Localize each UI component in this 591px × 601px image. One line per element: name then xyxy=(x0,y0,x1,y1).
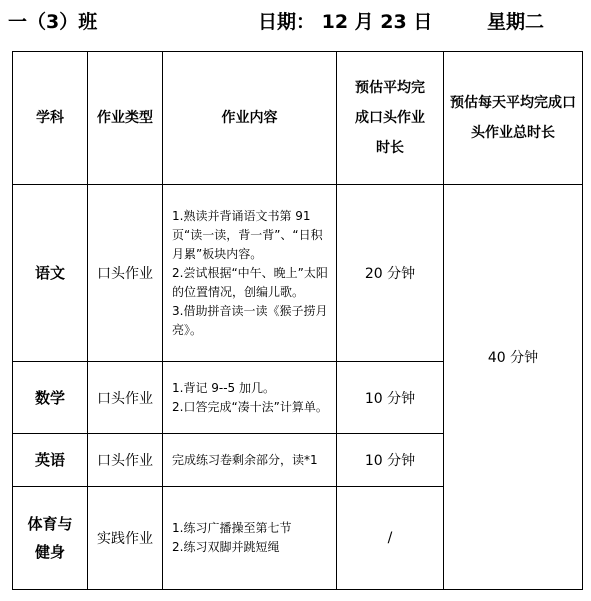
table-header-row xyxy=(13,52,583,185)
content-line: 2.尝试根据“中午、晚上”太阳的位置情况，创编儿歌。 xyxy=(172,265,328,299)
header-duration: 预估平均完成口头作业时长 xyxy=(337,52,444,185)
content-line: 1.练习广播操至第七节 xyxy=(172,521,292,535)
duration-cell: 20 分钟 xyxy=(337,185,444,362)
content-line: 3.借助拼音读一读《猴子捞月亮》。 xyxy=(172,303,328,337)
content-line: 1.熟读并背诵语文书第 91 页“读一读，背一背”、“日积月累”板块内容。 xyxy=(172,208,323,261)
duration-cell: 10 分钟 xyxy=(337,362,444,434)
content-cell xyxy=(163,487,337,590)
total-duration-cell: 40 分钟 xyxy=(444,185,583,590)
header-total-duration: 预估每天平均完成口头作业总时长 xyxy=(444,52,583,185)
subject-cell: 英语 xyxy=(13,434,88,487)
date-label: 日期： 12 月 23 日 xyxy=(258,11,433,33)
header-subject: 学科 xyxy=(13,52,88,185)
homework-table xyxy=(12,51,583,590)
subject-cell: 语文 xyxy=(13,185,88,362)
type-cell: 口头作业 xyxy=(88,434,163,487)
duration-cell: / xyxy=(337,487,444,590)
content-cell xyxy=(163,362,337,434)
type-cell: 口头作业 xyxy=(88,185,163,362)
subject-cell: 体育与健身 xyxy=(13,487,88,590)
header-content: 作业内容 xyxy=(163,52,337,185)
class-name: 一（3）班 xyxy=(8,11,98,33)
type-cell: 实践作业 xyxy=(88,487,163,590)
header-type: 作业类型 xyxy=(88,52,163,185)
content-line: 完成练习卷剩余部分，读*1 xyxy=(172,452,318,467)
subject-cell: 数学 xyxy=(13,362,88,434)
duration-cell: 10 分钟 xyxy=(337,434,444,487)
weekday-label: 星期二 xyxy=(487,11,545,33)
page-header xyxy=(0,0,591,44)
content-cell xyxy=(163,434,337,487)
type-cell: 口头作业 xyxy=(88,362,163,434)
content-line: 2.练习双脚并跳短绳 xyxy=(172,540,280,554)
content-line: 2.口答完成“凑十法”计算单。 xyxy=(172,399,328,414)
table-row xyxy=(13,185,583,362)
content-cell xyxy=(163,185,337,362)
content-line: 1.背记 9--5 加几。 xyxy=(172,380,276,395)
